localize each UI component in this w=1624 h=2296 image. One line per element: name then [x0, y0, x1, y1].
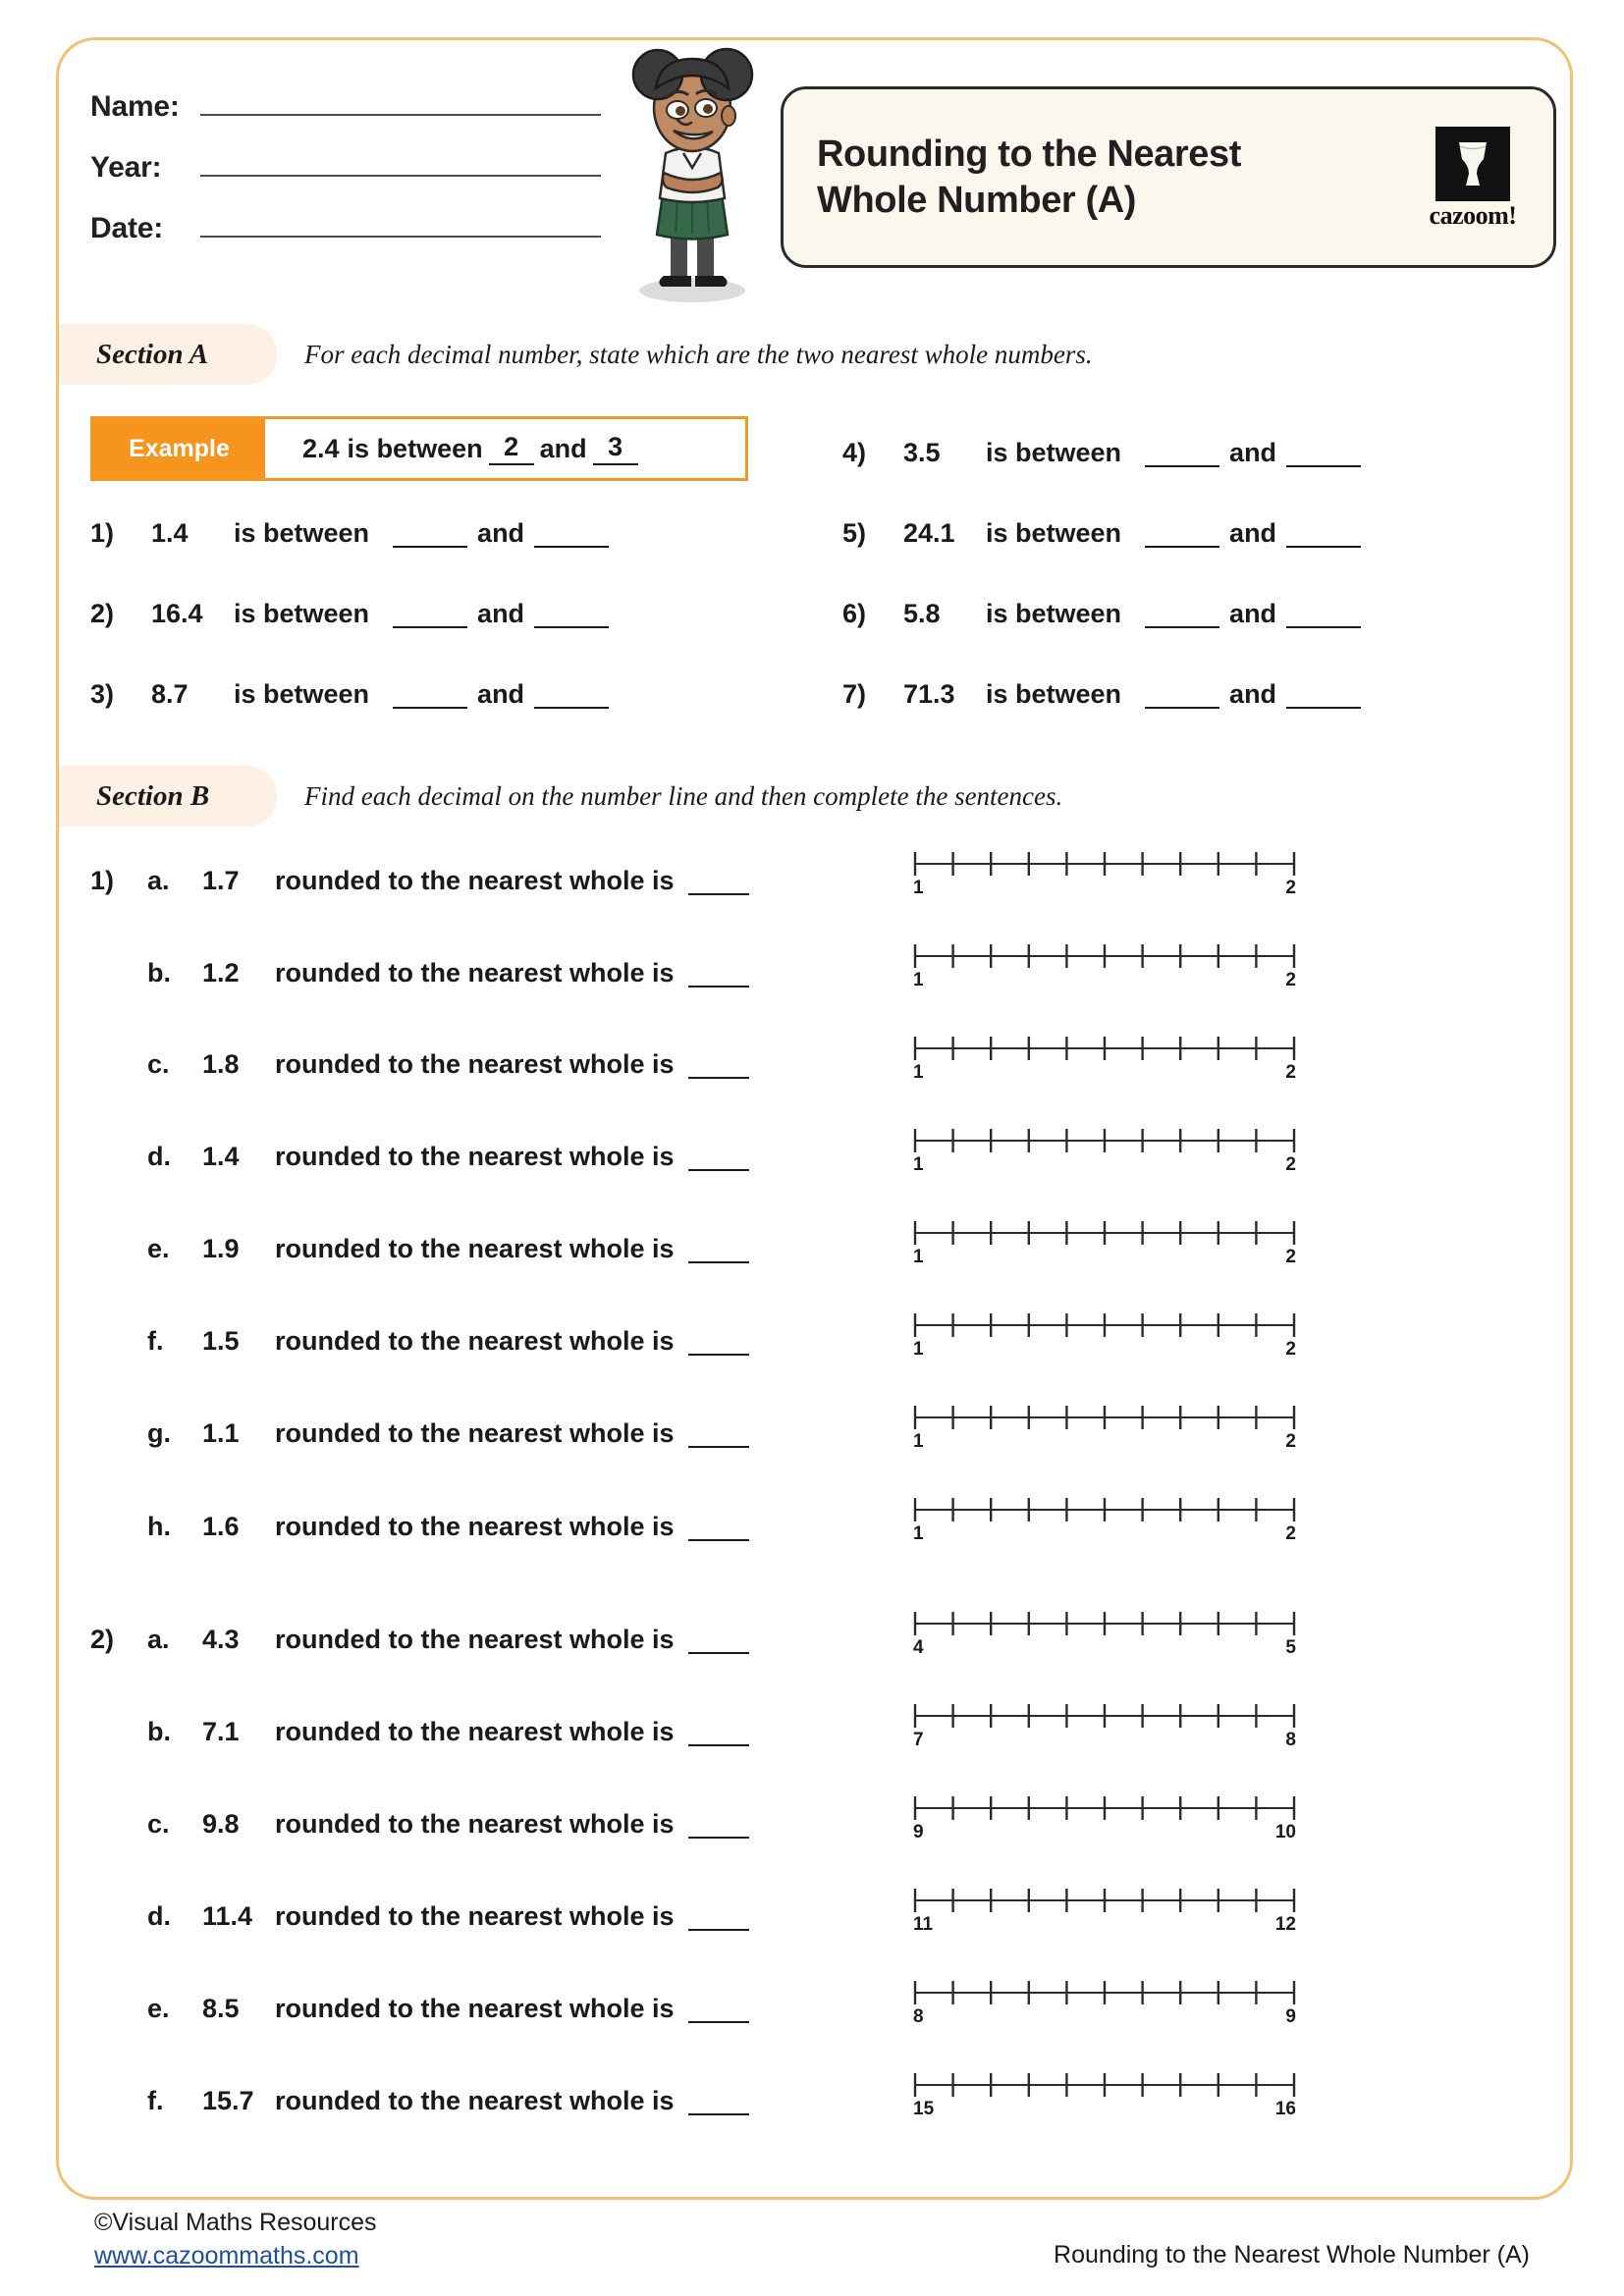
answer-blank-1[interactable] — [1145, 546, 1219, 548]
item-and: and — [477, 518, 525, 548]
item-is-between: is between — [986, 438, 1122, 467]
item-letter: c. — [147, 1049, 170, 1079]
item-value: 16.4 — [151, 599, 203, 628]
number-line-1g — [913, 1402, 1296, 1459]
title-line-2: Whole Number (A) — [817, 179, 1137, 221]
number-line-1b — [913, 940, 1296, 997]
answer-blank-2[interactable] — [1286, 546, 1361, 548]
number-line-2b — [913, 1700, 1296, 1757]
date-field-row — [90, 212, 601, 273]
item-is-between: is between — [986, 518, 1122, 548]
name-field-row — [90, 90, 601, 151]
answer-blank-2[interactable] — [1286, 707, 1361, 709]
item-and: and — [477, 599, 525, 628]
section-b-item-1d — [90, 1142, 749, 1172]
item-sentence: rounded to the nearest whole is — [275, 866, 675, 895]
answer-blank[interactable] — [688, 1539, 749, 1541]
number-line-start-label: 8 — [913, 2006, 924, 2027]
answer-blank[interactable] — [688, 1446, 749, 1448]
section-b-item-1a — [90, 866, 749, 896]
item-value: 5.8 — [903, 599, 941, 628]
item-sentence: rounded to the nearest whole is — [275, 1809, 675, 1839]
answer-blank[interactable] — [688, 1929, 749, 1931]
number-line-1c — [913, 1033, 1296, 1090]
item-value: 15.7 — [202, 2086, 254, 2115]
cazoom-logo — [1418, 127, 1528, 229]
section-a-item-5 — [842, 518, 1371, 549]
answer-blank[interactable] — [688, 1652, 749, 1654]
number-line-2c — [913, 1792, 1296, 1849]
item-value: 1.8 — [202, 1049, 240, 1079]
item-value: 8.7 — [151, 679, 189, 709]
item-value: 7.1 — [202, 1717, 240, 1746]
item-sentence: rounded to the nearest whole is — [275, 1901, 675, 1931]
footer-worksheet-title: Rounding to the Nearest Whole Number (A) — [1054, 2241, 1530, 2269]
number-line-end-label: 16 — [1274, 2099, 1296, 2119]
number-line-start-label: 1 — [913, 1523, 924, 1544]
example-answer-1: 2 — [489, 432, 534, 465]
answer-blank-1[interactable] — [1145, 626, 1219, 628]
answer-blank[interactable] — [688, 1169, 749, 1171]
number-line-2a — [913, 1608, 1296, 1665]
section-b-item-1b — [90, 958, 749, 988]
title-line-1: Rounding to the Nearest — [817, 133, 1242, 175]
section-b-item-1h — [90, 1512, 749, 1542]
number-line-start-label: 7 — [913, 1730, 924, 1750]
item-value: 8.5 — [202, 1994, 240, 2023]
number-line-start-label: 11 — [913, 1914, 934, 1935]
item-is-between: is between — [234, 599, 370, 628]
item-number: 7) — [842, 679, 867, 709]
item-and: and — [1229, 438, 1277, 467]
section-a-item-6 — [842, 599, 1371, 629]
item-value: 3.5 — [903, 438, 941, 467]
answer-blank-2[interactable] — [1286, 626, 1361, 628]
item-sentence: rounded to the nearest whole is — [275, 1326, 675, 1356]
item-value: 24.1 — [903, 518, 955, 548]
item-is-between: is between — [986, 599, 1122, 628]
number-line-end-label: 10 — [1274, 1822, 1296, 1842]
number-line-1a — [913, 848, 1296, 905]
item-sentence: rounded to the nearest whole is — [275, 1142, 675, 1171]
item-letter: a. — [147, 866, 170, 895]
number-line-end-label: 2 — [1285, 1154, 1296, 1175]
answer-blank-2[interactable] — [534, 707, 609, 709]
number-line-end-label: 2 — [1285, 1339, 1296, 1360]
item-letter: f. — [147, 2086, 164, 2115]
item-and: and — [1229, 599, 1277, 628]
example-is-between: is between — [347, 433, 483, 463]
item-sentence: rounded to the nearest whole is — [275, 1512, 675, 1541]
group-number: 1) — [90, 866, 115, 895]
section-b-pill — [59, 766, 277, 827]
example-and: and — [539, 433, 587, 463]
number-line-1d — [913, 1125, 1296, 1182]
item-letter: e. — [147, 1234, 170, 1263]
example-sentence — [265, 419, 745, 478]
answer-blank[interactable] — [688, 1744, 749, 1746]
answer-blank-1[interactable] — [1145, 707, 1219, 709]
item-letter: b. — [147, 958, 171, 988]
section-a-pill — [59, 324, 277, 385]
example-box — [90, 416, 748, 481]
date-input-line[interactable] — [200, 236, 601, 238]
item-sentence: rounded to the nearest whole is — [275, 1994, 675, 2023]
year-field-row — [90, 151, 601, 212]
number-line-end-label: 5 — [1285, 1637, 1296, 1658]
item-value: 9.8 — [202, 1809, 240, 1839]
item-sentence: rounded to the nearest whole is — [275, 1234, 675, 1263]
item-letter: a. — [147, 1625, 170, 1654]
section-b-item-2c — [90, 1809, 749, 1840]
item-number: 4) — [842, 438, 867, 467]
section-b-item-2d — [90, 1901, 749, 1932]
student-mascot-illustration — [609, 37, 776, 307]
copyright-text: ©Visual Maths Resources — [94, 2209, 377, 2236]
section-b-label: Section B — [96, 779, 210, 812]
item-number: 5) — [842, 518, 867, 548]
item-and: and — [1229, 679, 1277, 709]
answer-blank-1[interactable] — [393, 626, 467, 628]
number-line-start-label: 1 — [913, 970, 924, 990]
number-line-start-label: 15 — [913, 2099, 935, 2119]
date-label: Date: — [90, 212, 164, 244]
item-value: 1.9 — [202, 1234, 240, 1263]
answer-blank-1[interactable] — [393, 546, 467, 548]
number-line-end-label: 2 — [1285, 1062, 1296, 1083]
number-line-start-label: 1 — [913, 878, 924, 898]
item-letter: g. — [147, 1418, 171, 1448]
answer-blank[interactable] — [688, 1354, 749, 1356]
number-line-1e — [913, 1217, 1296, 1274]
number-line-start-label: 1 — [913, 1431, 924, 1452]
name-input-line[interactable] — [200, 114, 601, 116]
item-value: 1.5 — [202, 1326, 240, 1356]
example-tag: Example — [93, 419, 265, 478]
section-b-item-2f — [90, 2086, 749, 2116]
item-is-between: is between — [234, 679, 370, 709]
number-line-start-label: 9 — [913, 1822, 924, 1842]
section-b-item-1g — [90, 1418, 749, 1449]
number-line-start-label: 1 — [913, 1339, 924, 1360]
year-label: Year: — [90, 151, 162, 184]
section-a-header — [86, 324, 1093, 385]
section-a-item-3 — [90, 679, 619, 710]
item-letter: d. — [147, 1901, 171, 1931]
example-value: 2.4 — [302, 433, 340, 463]
section-b-item-2a — [90, 1625, 749, 1655]
worksheet-title-box — [781, 86, 1556, 268]
item-letter: b. — [147, 1717, 171, 1746]
section-a-description: For each decimal number, state which are the two nearest whole numbers. — [304, 339, 1093, 369]
section-b-item-2b — [90, 1717, 749, 1747]
section-a-item-1 — [90, 518, 619, 549]
answer-blank[interactable] — [688, 2113, 749, 2115]
item-value: 1.4 — [151, 518, 189, 548]
student-info-fields — [90, 90, 601, 273]
item-sentence: rounded to the nearest whole is — [275, 1049, 675, 1079]
section-a-item-2 — [90, 599, 619, 629]
item-value: 11.4 — [202, 1901, 253, 1931]
item-value: 1.6 — [202, 1512, 240, 1541]
answer-blank-1[interactable] — [393, 707, 467, 709]
worksheet-title — [817, 132, 1412, 223]
number-line-end-label: 9 — [1285, 2006, 1296, 2027]
item-and: and — [1229, 518, 1277, 548]
item-number: 1) — [90, 518, 115, 548]
number-line-2f — [913, 2069, 1296, 2126]
item-value: 1.1 — [202, 1418, 240, 1448]
number-line-end-label: 12 — [1274, 1914, 1296, 1935]
number-line-2d — [913, 1885, 1296, 1942]
number-line-start-label: 1 — [913, 1247, 924, 1267]
item-value: 4.3 — [202, 1625, 240, 1654]
number-line-start-label: 1 — [913, 1062, 924, 1083]
number-line-1h — [913, 1494, 1296, 1551]
cazoom-vase-icon — [1435, 127, 1510, 201]
number-line-1f — [913, 1309, 1296, 1366]
answer-blank-2[interactable] — [1286, 465, 1361, 467]
section-a-item-4 — [842, 438, 1371, 468]
number-line-end-label: 2 — [1285, 970, 1296, 990]
number-line-end-label: 8 — [1285, 1730, 1296, 1750]
item-letter: h. — [147, 1512, 171, 1541]
section-b-item-1e — [90, 1234, 749, 1264]
answer-blank[interactable] — [688, 1837, 749, 1839]
item-letter: c. — [147, 1809, 170, 1839]
item-number: 3) — [90, 679, 115, 709]
section-b-item-1f — [90, 1326, 749, 1357]
section-b-description: Find each decimal on the number line and then complete the sentences. — [304, 780, 1063, 811]
cazoom-logo-text: cazoom! — [1429, 200, 1517, 230]
answer-blank-2[interactable] — [534, 626, 609, 628]
item-value: 1.7 — [202, 866, 240, 895]
item-sentence: rounded to the nearest whole is — [275, 2086, 675, 2115]
item-sentence: rounded to the nearest whole is — [275, 1625, 675, 1654]
answer-blank[interactable] — [688, 1261, 749, 1263]
number-line-end-label: 2 — [1285, 1431, 1296, 1452]
group-number: 2) — [90, 1625, 115, 1654]
item-and: and — [477, 679, 525, 709]
item-sentence: rounded to the nearest whole is — [275, 1418, 675, 1448]
number-line-2e — [913, 1977, 1296, 2034]
website-link[interactable]: www.cazoommaths.com — [94, 2241, 359, 2269]
item-is-between: is between — [234, 518, 370, 548]
section-b-item-1c — [90, 1049, 749, 1080]
item-letter: f. — [147, 1326, 164, 1356]
number-line-start-label: 1 — [913, 1154, 924, 1175]
number-line-end-label: 2 — [1285, 1247, 1296, 1267]
answer-blank[interactable] — [688, 893, 749, 895]
item-number: 6) — [842, 599, 867, 628]
section-a-label: Section A — [96, 338, 209, 370]
item-is-between: is between — [986, 679, 1122, 709]
answer-blank[interactable] — [688, 1077, 749, 1079]
item-letter: d. — [147, 1142, 171, 1171]
number-line-start-label: 4 — [913, 1637, 924, 1658]
answer-blank[interactable] — [688, 2021, 749, 2023]
answer-blank-1[interactable] — [1145, 465, 1219, 467]
section-a-item-7 — [842, 679, 1371, 710]
item-sentence: rounded to the nearest whole is — [275, 958, 675, 988]
item-value: 71.3 — [903, 679, 955, 709]
number-line-end-label: 2 — [1285, 878, 1296, 898]
year-input-line[interactable] — [200, 175, 601, 177]
name-label: Name: — [90, 90, 180, 123]
section-b-item-2e — [90, 1994, 749, 2024]
footer-left — [94, 2207, 377, 2273]
item-number: 2) — [90, 599, 115, 628]
example-answer-2: 3 — [593, 432, 638, 465]
answer-blank-2[interactable] — [534, 546, 609, 548]
section-b-header — [86, 766, 1062, 827]
item-value: 1.2 — [202, 958, 240, 988]
answer-blank[interactable] — [688, 986, 749, 988]
item-sentence: rounded to the nearest whole is — [275, 1717, 675, 1746]
item-letter: e. — [147, 1994, 170, 2023]
number-line-end-label: 2 — [1285, 1523, 1296, 1544]
item-value: 1.4 — [202, 1142, 240, 1171]
